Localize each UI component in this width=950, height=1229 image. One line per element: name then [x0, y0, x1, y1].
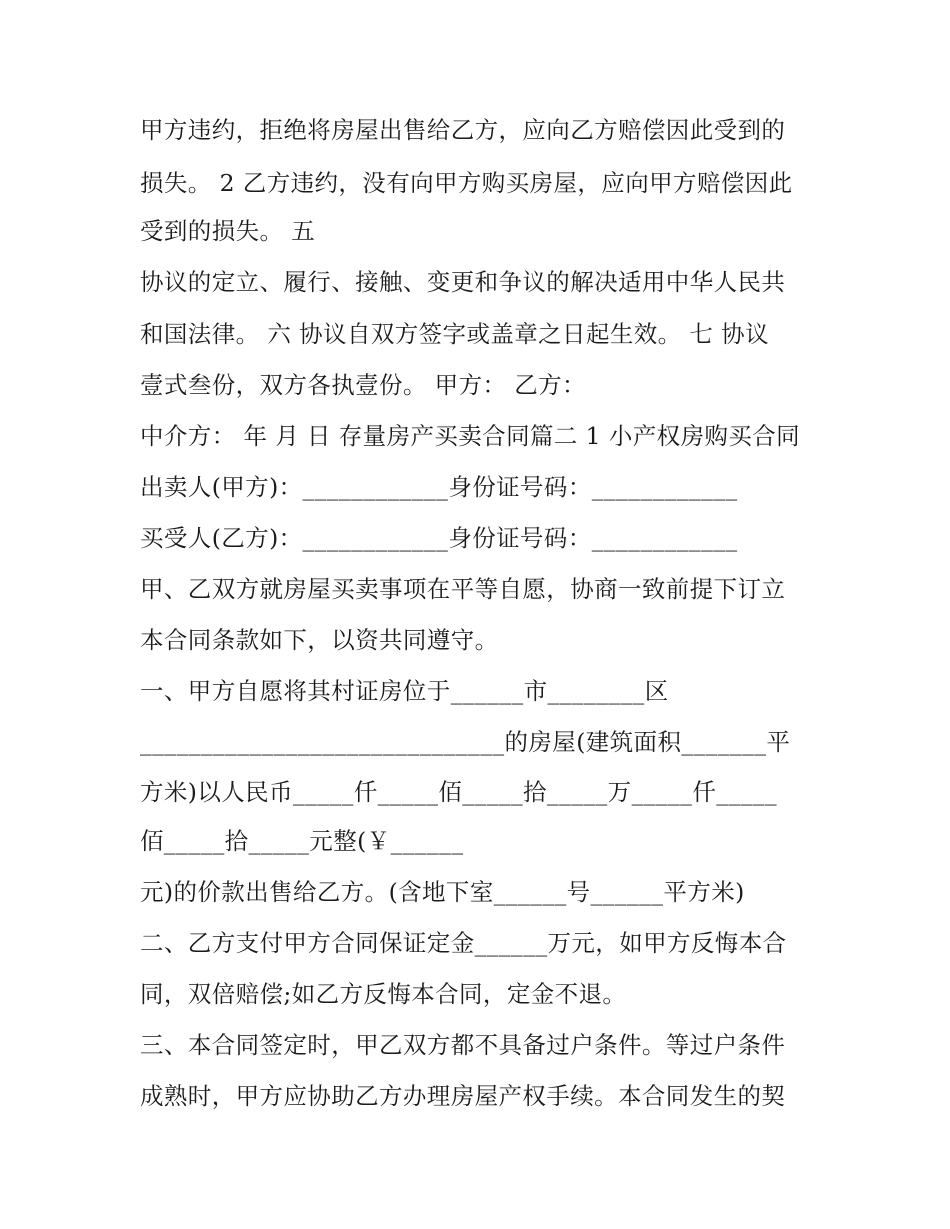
text-line: 本合同条款如下，以资共同遵守。	[140, 626, 499, 654]
text-line: 和国法律。 六 协议自双方签字或盖章之日起生效。 七 协议	[140, 320, 769, 348]
clause-1-line: ______________________________的房屋(建筑面积_______平	[140, 728, 791, 756]
seller-line: 出卖人(甲方)：____________身份证号码：____________	[140, 473, 738, 501]
text-line: 甲方违约，拒绝将房屋出售给乙方，应向乙方赔偿因此受到的	[140, 116, 786, 144]
text-line: 受到的损失。 五	[140, 217, 316, 245]
clause-2-line: 二、乙方支付甲方合同保证定金______万元，如甲方反悔本合	[140, 929, 787, 957]
text-line: 协议的定立、履行、接触、变更和争议的解决适用中华人民共	[140, 268, 786, 296]
clause-2-line: 同，双倍赔偿;如乙方反悔本合同，定金不退。	[140, 980, 627, 1008]
clause-1-line: 佰_____拾_____元整(￥______	[140, 827, 464, 855]
clause-1-line: 元)的价款出售给乙方。(含地下室______号______平方米)	[140, 878, 745, 906]
text-line: 损失。 2 乙方违约，没有向甲方购买房屋，应向甲方赔偿因此	[140, 169, 793, 197]
clause-3-line: 三、本合同签定时，甲乙双方都不具备过户条件。等过户条件	[140, 1031, 786, 1059]
clause-3-line: 成熟时，甲方应协助乙方办理房屋产权手续。本合同发生的契	[140, 1082, 786, 1110]
clause-1-line: 一、甲方自愿将其村证房位于______市________区	[140, 677, 669, 705]
text-line: 中介方： 年 月 日 存量房产买卖合同篇二 1 小产权房购买合同	[140, 422, 801, 450]
text-line: 壹式叁份，双方各执壹份。 甲方： 乙方：	[140, 371, 586, 399]
text-line: 甲、乙双方就房屋买卖事项在平等自愿，协商一致前提下订立	[140, 575, 786, 603]
buyer-line: 买受人(乙方)：____________身份证号码：____________	[140, 524, 738, 552]
clause-1-line: 方米)以人民币_____仟_____佰_____拾_____万_____仟_____	[140, 778, 777, 806]
